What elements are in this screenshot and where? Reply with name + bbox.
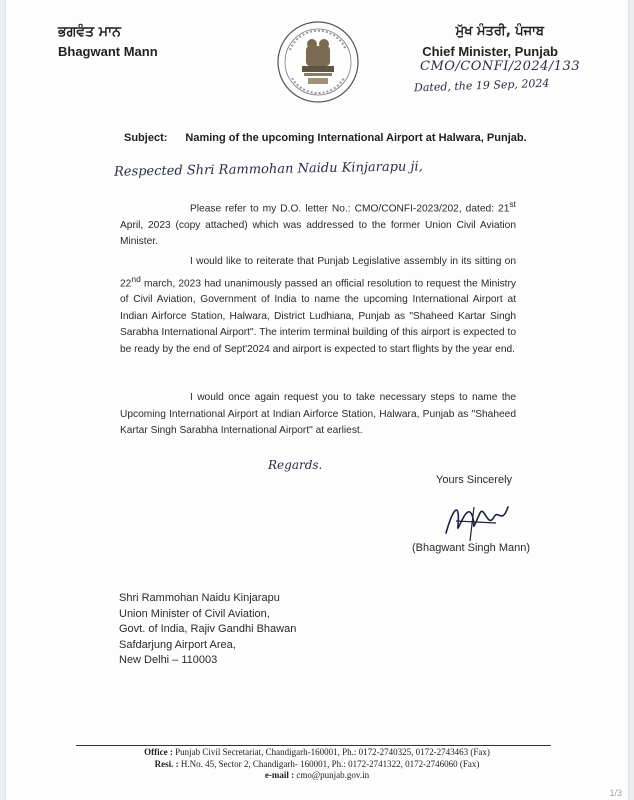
office-title: Chief Minister, Punjab: [422, 44, 558, 59]
subject-label: Subject:: [124, 132, 168, 144]
page-indicator: 1/3: [609, 788, 622, 798]
paragraph-2: [120, 254, 516, 358]
addressee-block: [119, 591, 296, 669]
reference-number: CMO/CONFI/2024/133: [420, 59, 581, 74]
addressee-line: New Delhi – 110003: [119, 654, 218, 666]
footer-residence: [6, 759, 628, 771]
footer-email: [6, 770, 628, 782]
signatory-name: (Bhagwant Singh Mann): [412, 542, 531, 554]
addressee-line: Govt. of India, Rajiv Gandhi Bhawan: [119, 623, 297, 635]
footer-email-text[interactable]: cmo@punjab.gov.in: [294, 770, 370, 780]
paragraph-1-sup: st: [509, 199, 516, 209]
footer-office-text: Punjab Civil Secretariat, Chandigarh-160001, Ph.: 0172-2740325, 0172-2743463 (Fax): [172, 747, 490, 757]
salutation: Respected Shri Rammohan Naidu Kinjarapu ji,: [113, 159, 423, 180]
signature-icon: [436, 495, 516, 545]
paragraph-1-text-b: April, 2023 (copy attached) which was addressed to the former Union Civil Aviation Minister.: [120, 219, 516, 248]
footer-office: [6, 747, 628, 759]
sender-name: Bhagwant Mann: [58, 44, 158, 59]
sender-name-punjabi: ਭਗਵੰਤ ਮਾਨ: [58, 24, 121, 40]
addressee-line: Shri Rammohan Naidu Kinjarapu: [119, 592, 280, 604]
letter-page: [6, 0, 628, 800]
regards: Regards.: [268, 458, 323, 472]
office-title-punjabi: ਮੁੱਖ ਮੰਤਰੀ, ਪੰਜਾਬ: [455, 24, 544, 39]
paragraph-2-text-b: march, 2023 had unanimously passed an official resolution to request the Ministry of Civil Aviation, Government of India to name the upcoming International Airport at Indian Airforce Station, Halwara, District Ludhiana, Punjab as "Shaheed Kartar Singh Sarabha International Airport". The interim terminal building of this airport is expected to be ready by the end of Sept'2024 and airport is expected to start flights by the year end.: [120, 277, 516, 355]
paragraph-1-text-a: Please refer to my D.O. letter No.: CMO/CONFI-2023/202, dated: 21: [190, 203, 510, 215]
paragraph-1: [120, 196, 516, 251]
footer: [6, 747, 628, 782]
letter-date: Dated, the 19 Sep, 2024: [413, 76, 550, 95]
subject-line: [124, 132, 527, 144]
addressee-line: Union Minister of Civil Aviation,: [119, 607, 270, 620]
closing-yours: Yours Sincerely: [436, 474, 513, 486]
footer-resi-text: H.No. 45, Sector 2, Chandigarh- 160001, Ph.: 0172-2741322, 0172-2746060 (Fax): [178, 758, 480, 769]
paragraph-2-sup: nd: [131, 273, 141, 284]
footer-email-label: e-mail :: [264, 770, 295, 780]
subject-text: Naming of the upcoming International Airport at Halwara, Punjab.: [185, 132, 527, 144]
addressee-line: Safdarjung Airport Area,: [119, 638, 236, 651]
footer-office-label: Office :: [144, 747, 173, 757]
footer-divider: [76, 745, 551, 746]
paragraph-3-text: I would once again request you to take necessary steps to name the Upcoming International Airport at Indian Airforce Station, Halwara, Punjab as "Shaheed Kartar Singh Sarabha International Airport" at earliest.: [120, 392, 516, 436]
paragraph-3: [120, 390, 516, 440]
state-emblem-icon: [276, 20, 360, 104]
footer-resi-label: Resi. :: [154, 758, 179, 769]
paragraph-2-text-a: I would like to reiterate that Punjab Legislative assembly in its sitting on 22: [120, 256, 516, 289]
